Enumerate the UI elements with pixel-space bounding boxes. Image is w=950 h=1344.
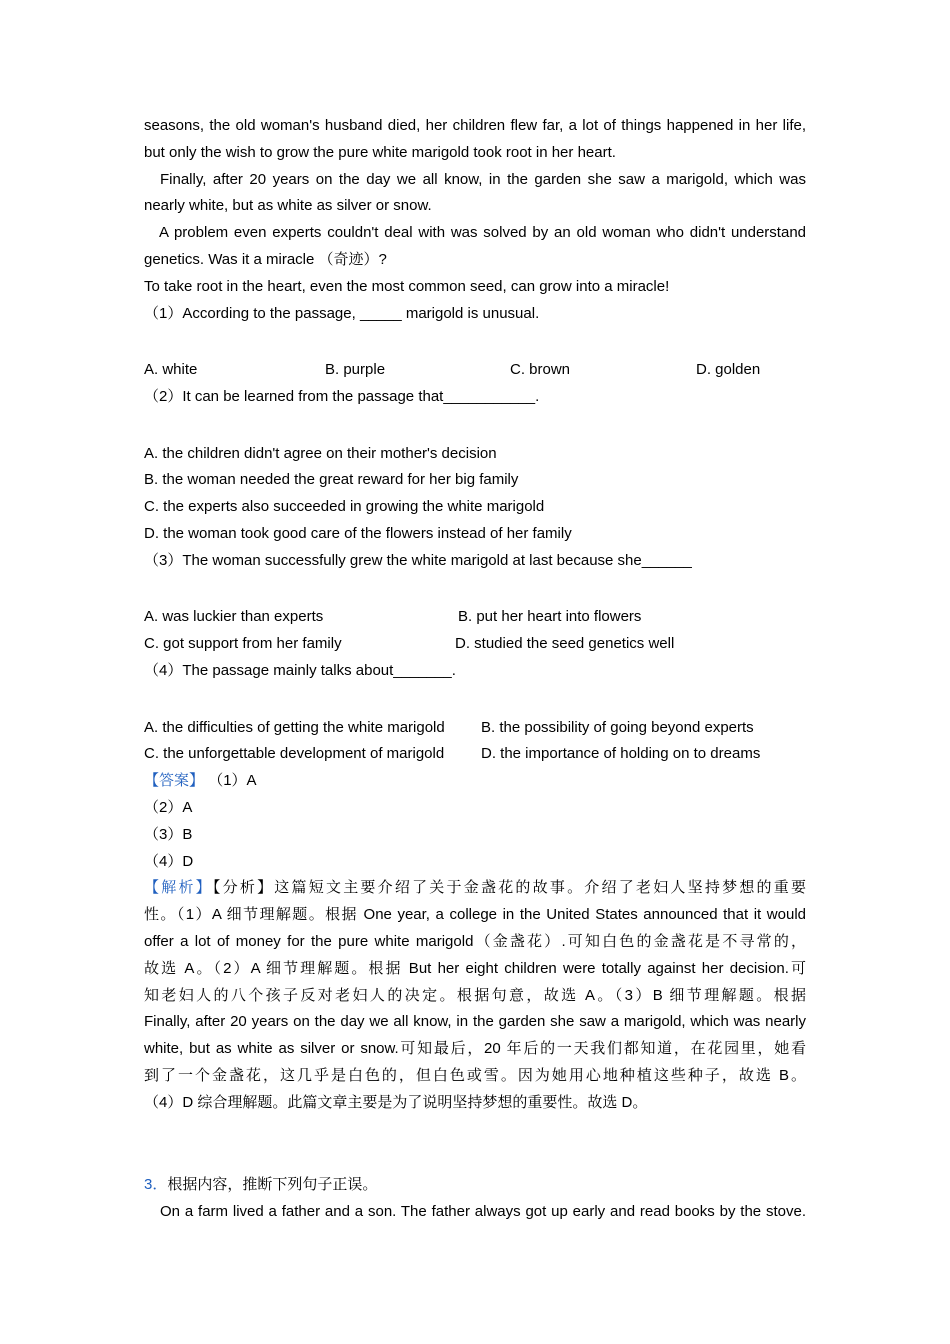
option-a: A. the children didn't agree on their mother's decision — [144, 444, 497, 462]
option-d: D. studied the seed genetics well — [455, 635, 675, 653]
option-row — [144, 357, 806, 384]
answer-3: （3）B — [144, 825, 193, 843]
option-c: C. got support from her family — [144, 635, 342, 653]
option-row — [144, 604, 806, 631]
passage-line: nearly white, but as white as silver or snow. — [144, 197, 432, 215]
analysis-line: 到了一个金盏花，这几乎是白色的，但白色或雪。因为她用心地种植这些种子，故选 B。 — [144, 1066, 806, 1084]
analysis-line: offer a lot of money for the pure white marigold（金盏花）.可知白色的金盏花是不寻常的， — [144, 932, 806, 950]
passage-line: A problem even experts couldn't deal with was solved by an old woman who didn't understand — [159, 224, 806, 242]
answer-line — [144, 768, 806, 795]
passage-line: On a farm lived a father and a son. The father always got up early and read books by the stove. — [160, 1203, 806, 1221]
question-stem: （1）According to the passage, _____ marigold is unusual. — [144, 304, 540, 322]
analysis-line: 性。（1）A 细节理解题。根据 One year, a college in the United States announced that it would — [144, 906, 806, 924]
page-content — [144, 113, 806, 1226]
option-d: D. the importance of holding on to dreams — [481, 745, 761, 763]
passage-line: seasons, the old woman's husband died, her children flew far, a lot of things happened in her life, — [144, 117, 806, 134]
answer-2: （2）A — [144, 798, 193, 816]
option-row — [144, 631, 806, 658]
option-c: C. brown — [510, 361, 571, 379]
question-stem: （3）The woman successfully grew the white marigold at last because she______ — [144, 551, 692, 569]
next-question-heading — [144, 1172, 806, 1199]
analysis-line: 知老妇人的八个孩子反对老妇人的决定。根据句意，故选 A。（3）B 细节理解题。根据 — [144, 986, 806, 1004]
question-number: 3． — [144, 1176, 168, 1194]
question-stem: （4）The passage mainly talks about_______. — [144, 661, 456, 679]
analysis-line: Finally, after 20 years on the day we all know, in the garden she saw a marigold, which was nearly — [144, 1013, 806, 1031]
option-row — [144, 741, 806, 768]
option-a: A. was luckier than experts — [144, 608, 324, 626]
analysis-line: （4）D 综合理解题。此篇文章主要是为了说明坚持梦想的重要性。故选 D。 — [144, 1093, 648, 1111]
answer-1: （1）A — [208, 772, 257, 790]
analysis-line: white, but as white as silver or snow.可知最后，20 年后的一天我们都知道，在花园里，她看 — [144, 1040, 806, 1058]
answer-4: （4）D — [144, 852, 194, 870]
option-d: D. the woman took good care of the flowers instead of her family — [144, 524, 572, 542]
option-b: B. purple — [325, 361, 386, 379]
answer-tag: 【答案】 — [144, 772, 205, 790]
passage-line: To take root in the heart, even the most common seed, can grow into a miracle! — [144, 277, 670, 295]
passage-line: genetics. Was it a miracle （奇迹）? — [144, 250, 387, 268]
option-b: B. put her heart into flowers — [458, 608, 642, 626]
option-d: D. golden — [696, 361, 761, 379]
option-c: C. the unforgettable development of marigold — [144, 745, 445, 763]
analysis-tag: 【解析】 — [144, 879, 213, 897]
option-b: B. the possibility of going beyond experts — [481, 718, 754, 736]
question-instruction: 根据内容，推断下列句子正误。 — [167, 1176, 378, 1194]
analysis-text: 【分析】这篇短文主要介绍了关于金盏花的故事。介绍了老妇人坚持梦想的重要 — [212, 879, 806, 897]
option-row — [144, 715, 806, 742]
analysis-line — [144, 875, 806, 902]
passage-line: but only the wish to grow the pure white marigold took root in her heart. — [144, 143, 616, 161]
question-stem: （2）It can be learned from the passage that___________. — [144, 387, 540, 405]
analysis-line: 故选 A。（2）A 细节理解题。根据 But her eight children were totally against her decision.可 — [144, 959, 806, 977]
option-a: A. white — [144, 361, 198, 379]
option-b: B. the woman needed the great reward for her big family — [144, 471, 519, 489]
option-a: A. the difficulties of getting the white marigold — [144, 718, 445, 736]
passage-line: Finally, after 20 years on the day we all know, in the garden she saw a marigold, which was — [160, 170, 806, 188]
option-c: C. the experts also succeeded in growing the white marigold — [144, 498, 545, 516]
